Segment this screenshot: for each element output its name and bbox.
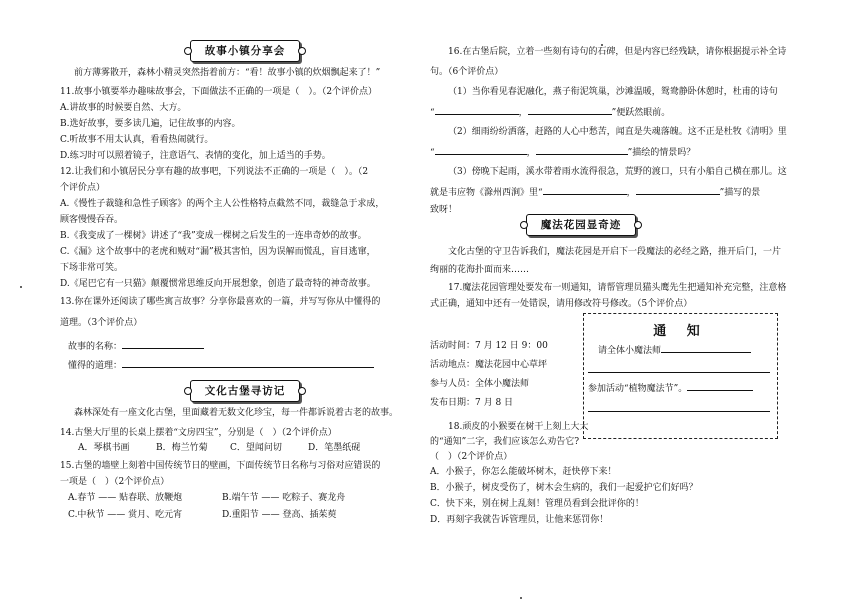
notice-title: 通 知 xyxy=(653,324,708,339)
poem-source: 就是韦应物《滁州西涧》里“ xyxy=(430,188,543,198)
section-title: 魔法花园显奇迹 xyxy=(540,219,622,231)
q17-stem-cont: 式正确，通知中还有一处错误，请用修改符号修改。（5个评价点） xyxy=(430,299,693,309)
intro-text: 前方薄雾散开，森林小精灵突然指着前方：“看！故事小镇的炊烟飘起来了！” xyxy=(74,68,381,78)
q15-option-a: A.春节 —— 贴春联、放鞭炮 xyxy=(68,493,183,503)
q15-stem: 15.古堡的墙壁上刻着中国传统节日的壁画，下面传统节日名称与习俗对应错误的 xyxy=(60,461,381,471)
q14-option-c: C．望闻问切 xyxy=(230,443,282,453)
q16-part1: （1）当你看见春泥融化，燕子衔泥筑巢，沙滩温暖，鸳鸯静卧休憩时，杜甫的诗句 xyxy=(448,87,778,97)
notice-blank-2[interactable] xyxy=(588,363,770,373)
scan-dot xyxy=(520,597,522,599)
q12-option-c-cont: 下场非常可笑。 xyxy=(60,263,124,273)
notice-people: 参与人员：全体小魔法师 xyxy=(430,379,530,389)
q16-part3: （3）傍晚下起雨，溪水带着雨水流得很急，荒野的渡口，只有小船自己横在那儿。这 xyxy=(448,167,787,177)
q16-part1-blanks xyxy=(430,105,670,119)
notice-line-2 xyxy=(588,381,753,395)
notice-line-1-text: 请全体小魔法师 xyxy=(598,346,662,356)
lesson-label: 懂得的道理： xyxy=(68,361,123,371)
q11-stem: 11.故事小镇要举办趣味故事会，下面做法不正确的一项是（ ）。（2个评价点） xyxy=(60,87,378,97)
intro-text-3-cont: 绚丽的花海扑面而来…… xyxy=(430,265,530,275)
q16-part2-blanks xyxy=(430,145,695,159)
q18-stem-cont: 的“通知”二字，我们应该怎么劝告它? xyxy=(430,437,580,447)
section-title: 文化古堡寻访记 xyxy=(204,385,286,397)
q15-option-b: B.端午节 —— 吃粽子、赛龙舟 xyxy=(222,493,346,503)
comma: ， xyxy=(518,108,528,118)
notice-line-2-text: 参加活动“植物魔法节”。 xyxy=(588,384,688,394)
q13-reason-row xyxy=(68,358,374,372)
q13-stem-cont: 道理。（3个评价点） xyxy=(60,318,143,328)
q12-option-c: C.《漏》这个故事中的老虎和贼对“漏”极其害怕，因为误解而慌乱，盲目逃窜， xyxy=(60,247,376,257)
q14-option-a: A．琴棋书画 xyxy=(78,443,130,453)
notice-blank-row xyxy=(588,363,770,377)
story-name-blank[interactable] xyxy=(122,339,204,349)
q13-name-row xyxy=(68,339,204,353)
q12-stem-cont: 个评价点） xyxy=(60,183,106,193)
notice-blank-3[interactable] xyxy=(687,381,753,391)
poem-blank-4[interactable] xyxy=(536,145,628,155)
poem-blank-5[interactable] xyxy=(543,185,627,195)
scan-dot xyxy=(601,44,603,46)
intro-text-2: 森林深处有一座文化古堡，里面藏着无数文化珍宝，每一件都诉说着古老的故事。 xyxy=(74,408,399,418)
poem-blank-1[interactable] xyxy=(435,105,519,115)
q18-stem: 18.顽皮的小猴要在树干上刻上大大 xyxy=(448,422,589,432)
q15-option-c: C.中秋节 —— 赏月、吃元宵 xyxy=(68,510,183,520)
close-quote-text: ”描写的景 xyxy=(719,188,761,198)
open-quote: “ xyxy=(430,148,435,158)
scan-dot xyxy=(20,286,22,288)
intro-text-3: 文化古堡的守卫告诉我们，魔法花园是开启下一段魔法的必经之路，推开后门，一片 xyxy=(448,247,782,257)
q12-option-a: A.《慢性子裁缝和急性子顾客》的两个主人公性格特点截然不同，裁缝急于求成， xyxy=(60,199,385,209)
close-quote-text: ”便跃然眼前。 xyxy=(611,108,671,118)
q11-option-b: B.选好故事，要多读几遍，记住故事的内容。 xyxy=(60,119,241,129)
q16-part3-end: 致呀！ xyxy=(430,205,458,215)
q14-option-d: D．笔墨纸砚 xyxy=(308,443,361,453)
q18-stem-end: （ ）（2个评价点） xyxy=(430,452,513,462)
section-banner-magic-garden xyxy=(526,214,636,236)
notice-place: 活动地点：魔法花园中心草坪 xyxy=(430,360,548,370)
notice-blank-row-2 xyxy=(588,402,770,416)
q15-option-d: D.重阳节 —— 登高、插茱萸 xyxy=(222,510,337,520)
open-quote: “ xyxy=(430,108,435,118)
poem-blank-6[interactable] xyxy=(636,185,720,195)
q15-stem-cont: 一项是（ ）（2个评价点） xyxy=(60,477,170,487)
notice-date: 发布日期：7 月 8 日 xyxy=(430,398,514,408)
lesson-blank[interactable] xyxy=(122,358,374,368)
q11-option-c: C.听故事不用太认真，看看热闹就行。 xyxy=(60,135,214,145)
q14-option-b: B．梅兰竹菊 xyxy=(156,443,208,453)
poem-blank-3[interactable] xyxy=(435,145,527,155)
q11-option-a: A.讲故事的时候要自然、大方。 xyxy=(60,103,187,113)
notice-box xyxy=(583,313,778,439)
comma: ， xyxy=(526,148,536,158)
q13-stem: 13.你在课外还阅读了哪些寓言故事？分享你最喜欢的一篇，并写写你从中懂得的 xyxy=(60,297,381,307)
q16-part3-blanks xyxy=(430,185,760,199)
q16-stem-cont: 句。（6个评价点） xyxy=(430,67,504,77)
q12-option-a-cont: 顾客慢慢吞吞。 xyxy=(60,215,124,225)
q17-stem: 17.魔法花园管理处要发布一则通知，请帮管理员猫头鹰先生把通知补充完整，注意格 xyxy=(448,283,787,293)
q12-option-d: D.《尾巴它有一只猫》颠覆惯常思维反向开展想象，创造了最奇特的神奇故事。 xyxy=(60,279,376,289)
story-name-label: 故事的名称： xyxy=(68,342,123,352)
q12-option-b: B.《我变成了一棵树》讲述了“我”变成一棵树之后发生的一连串奇妙的故事。 xyxy=(60,231,367,241)
q16-part2: （2）细雨纷纷洒落，赶路的人心中愁苦，闻直是失魂落魄。这不正是杜牧《清明》里 xyxy=(448,127,787,137)
q16-stem: 16.在古堡后院，立着一些刻有诗句的石碑，但是内容已经残缺，请你根据提示补全诗 xyxy=(448,47,787,57)
section-title: 故事小镇分享会 xyxy=(204,45,286,57)
comma: ， xyxy=(626,188,636,198)
poem-blank-2[interactable] xyxy=(528,105,612,115)
section-banner-story-town xyxy=(190,40,300,62)
q18-option-c: C．快下来，别在树上乱刻！管理员看到会批评你的！ xyxy=(430,499,644,509)
section-banner-culture-castle xyxy=(190,380,300,402)
notice-blank-1[interactable] xyxy=(661,343,751,353)
q18-option-b: B．小猴子，树皮受伤了，树木会生病的，我们一起爱护它们好吗？ xyxy=(430,483,698,493)
close-quote-text: ”描绘的情景吗？ xyxy=(627,148,696,158)
q18-option-d: D．再刻字我就告诉管理员，让他来惩罚你！ xyxy=(430,515,609,525)
q14-stem: 14.古堡大厅里的长桌上摆着“文房四宝”，分别是（ ）（2个评价点） xyxy=(60,428,337,438)
notice-line-1 xyxy=(598,343,751,357)
notice-blank-4[interactable] xyxy=(588,402,770,412)
q12-stem: 12.让我们和小镇居民分享有趣的故事吧，下列说法不正确的一项是（ ）。（2 xyxy=(60,167,369,177)
q18-option-a: A．小猴子，你怎么能破坏树木，赶快停下来！ xyxy=(430,467,617,477)
notice-time: 活动时间：7 月 12 日 9：00 xyxy=(430,341,548,351)
q11-option-d: D.练习时可以照着镜子，注意语气、表情的变化，加上适当的手势。 xyxy=(60,151,331,161)
